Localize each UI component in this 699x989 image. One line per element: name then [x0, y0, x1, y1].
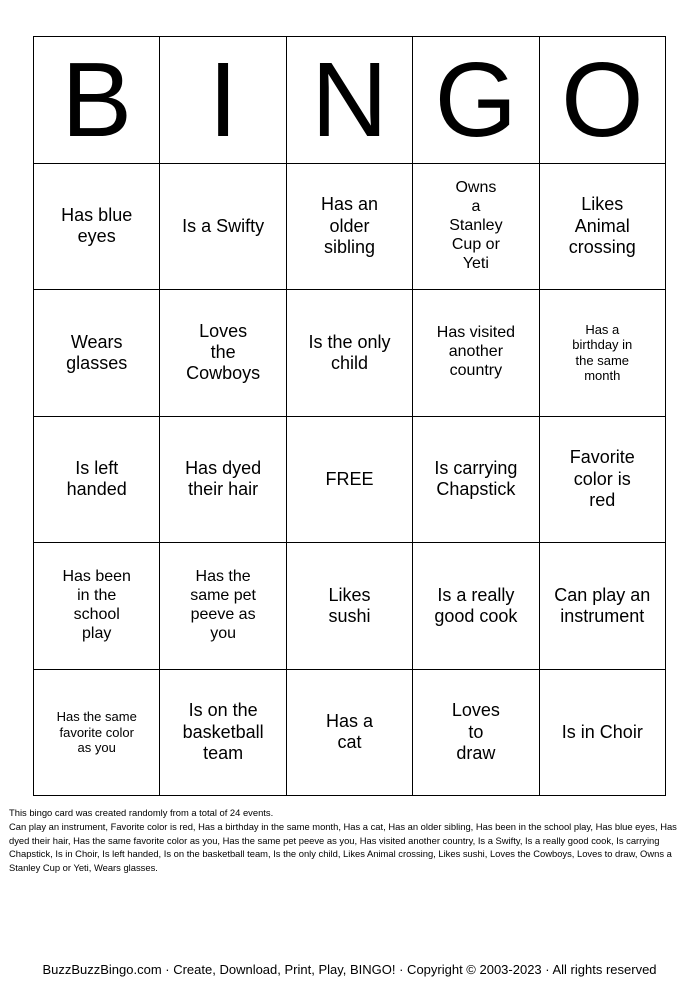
- bingo-square: Is a really good cook: [413, 543, 539, 670]
- bingo-square: Is on the basketball team: [160, 670, 286, 797]
- site-credit: BuzzBuzzBingo.com · Create, Download, Print, Play, BINGO! · Copyright © 2003-2023 · All rights reserved: [42, 962, 657, 977]
- bingo-square: Is left handed: [34, 417, 160, 544]
- bingo-square: Has the same pet peeve as you: [160, 543, 286, 670]
- bingo-square: Has a birthday in the same month: [540, 290, 666, 417]
- event-list-text: Can play an instrument, Favorite color is red, Has a birthday in the same month, Has a cat, Has an older sibling, Has been in the school play, Has blue eyes, Has dyed their hair, Has the same favorite color as you, Has the same pet peeve as you, Has visited another country, Is a Swifty, Is a really good cook, Is carrying Chapstick, Is in Choir, Is left handed, Is on the basketball team, Is the only child, Likes Animal crossing, Likes sushi, Loves the Cowboys, Loves to draw, Owns a Stanley Cup or Yeti, Wears glasses.: [9, 821, 677, 873]
- header-letter-b: B: [34, 37, 160, 164]
- bingo-square: Is carrying Chapstick: [413, 417, 539, 544]
- bingo-square: Likes sushi: [287, 543, 413, 670]
- bingo-square: Has a cat: [287, 670, 413, 797]
- bingo-square: Is the only child: [287, 290, 413, 417]
- bingo-square: Has been in the school play: [34, 543, 160, 670]
- bingo-square: Favorite color is red: [540, 417, 666, 544]
- bingo-square: Is a Swifty: [160, 164, 286, 291]
- bingo-square: Owns a Stanley Cup or Yeti: [413, 164, 539, 291]
- bingo-square: Has dyed their hair: [160, 417, 286, 544]
- header-letter-g: G: [413, 37, 539, 164]
- bingo-square: Wears glasses: [34, 290, 160, 417]
- bingo-square: Is in Choir: [540, 670, 666, 797]
- bingo-square: Loves the Cowboys: [160, 290, 286, 417]
- card-intro-text: This bingo card was created randomly from a total of 24 events.: [9, 807, 274, 818]
- bingo-square: Has blue eyes: [34, 164, 160, 291]
- bingo-square: Likes Animal crossing: [540, 164, 666, 291]
- header-letter-o: O: [540, 37, 666, 164]
- bingo-square: Has the same favorite color as you: [34, 670, 160, 797]
- free-square: FREE: [287, 417, 413, 544]
- bingo-square: Loves to draw: [413, 670, 539, 797]
- bingo-card: [33, 36, 666, 796]
- bingo-square: Has an older sibling: [287, 164, 413, 291]
- header-letter-n: N: [287, 37, 413, 164]
- bingo-square: Can play an instrument: [540, 543, 666, 670]
- header-letter-i: I: [160, 37, 286, 164]
- bingo-square: Has visited another country: [413, 290, 539, 417]
